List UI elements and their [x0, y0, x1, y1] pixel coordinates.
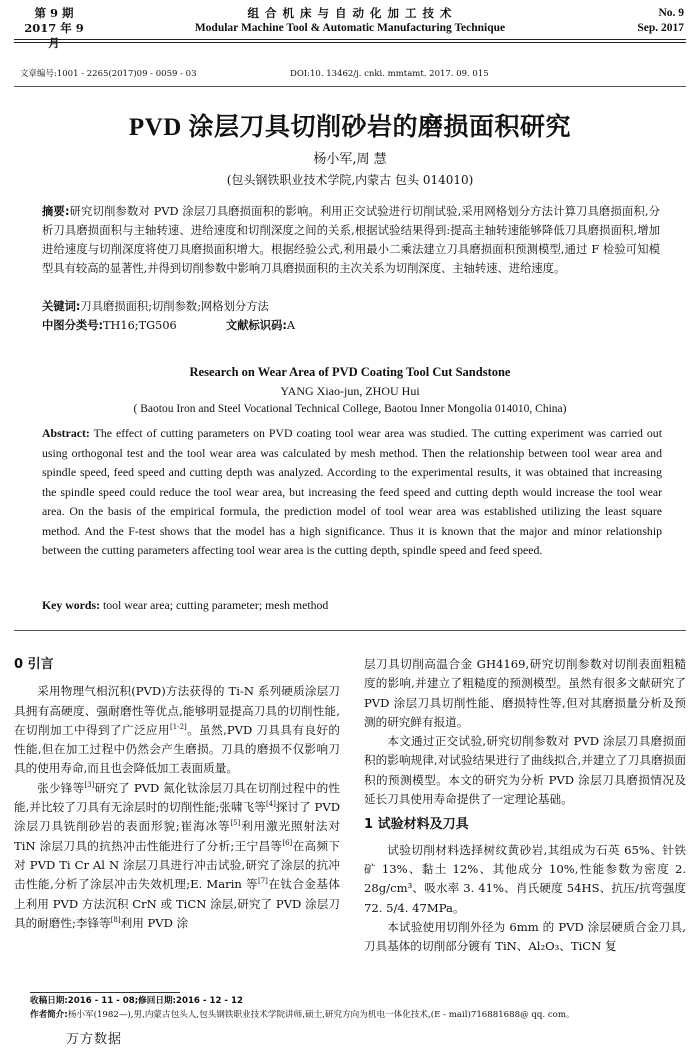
intro-text-1b: 。虽然,PVD 刀具具有良好的性能,但在加工过程中仍然会产生磨损。刀具的磨损不仅影响刀具的使用寿命,而且也会降低加工表面质量。: [14, 722, 340, 776]
abstract-en-label: Abstract:: [42, 426, 90, 440]
journal-name-block: [0, 6, 700, 36]
intro-paragraph-2: [14, 779, 340, 933]
paper-title-cn: PVD 涂层刀具切削砂岩的磨损面积研究: [128, 114, 572, 141]
citation-5: [5]: [230, 819, 241, 828]
abstract-rule: [14, 630, 686, 631]
header-rule: [14, 39, 686, 40]
abstract-en: [42, 424, 662, 561]
abstract-en-text: The effect of cutting parameters on PVD coating tool wear area was studied. The cutting experiment was carried out using orthogonal test and the tool wear area was calculated by mesh method. Then the relationship between tool wear area and spindle speed, feed speed and cutting depth was analyzed. According to the experimental results, it was obtained that increasing the spindle speed could reduce the tool wear area, but increasing the feed speed and cutting depth would increase the tool wear area. On the basis of the empirical formula, the prediction model of tool wear area was established utilizing the least square method. And the F-test shows that the model has a high significance. Thus it is known that the major and minor relationship between the cutting parameters affecting tool wear area is the cutting depth, spindle speed and feed speed.: [42, 426, 662, 557]
intro-text-2f: 在钛合金基体上利用 PVD 方法沉积 CrN 或 TiCN 涂层,研究了 PVD 涂层刀具的耐磨性;李锋等: [14, 877, 340, 930]
abstract-cn: [42, 202, 660, 278]
section-0-heading: 0 引言: [14, 657, 54, 672]
issue-number-cn: 第 9 期: [34, 6, 74, 20]
header-rule-thin: [14, 42, 686, 43]
keywords-cn-text: 刀具磨损面积;切削参数;网格划分方法: [80, 300, 269, 313]
journal-name-en: Modular Machine Tool & Automatic Manufacturing Technique: [194, 22, 506, 34]
keywords-en-text: tool wear area; cutting parameter; mesh method: [100, 598, 329, 612]
authors-en: YANG Xiao-jun, ZHOU Hui: [280, 384, 420, 398]
footnote-rule: [30, 992, 180, 993]
section-1-heading: 1 试验材料及刀具: [364, 817, 469, 833]
citation-6: [6]: [282, 838, 293, 847]
keywords-cn-label: 关键词:: [42, 300, 81, 313]
abstract-cn-label: 摘要:: [42, 205, 70, 218]
citation-1-2: [1-2]: [170, 723, 187, 732]
issue-date-cn: 2017 年 9 月: [24, 21, 84, 50]
article-number: 文章编号:1001 - 2265(2017)09 - 0059 - 03: [20, 69, 197, 79]
received-date-text: 收稿日期:2016 - 11 - 08;修回日期:2016 - 12 - 12: [30, 996, 243, 1006]
received-date: [30, 995, 680, 1008]
paper-title-en: Research on Wear Area of PVD Coating Tool Cut Sandstone: [189, 365, 511, 379]
issue-date-en: Sep. 2017: [637, 22, 684, 34]
citation-8: [8]: [110, 916, 121, 924]
classification-line: [42, 316, 660, 335]
abstract-cn-text: 研究切削参数对 PVD 涂层刀具磨损面积的影响。利用正交试验进行切削试验,采用网格划分方法计算刀具磨损面积,分析刀具磨损面积与主轴转速、进给速度和切削深度之间的关系,根据试验结果得到:提高主轴转速能够降低刀具磨损面积,增加进给速度与切削深度将使刀具磨损面积增大。根据经验公式,利用最小二乘法建立刀具磨损面积预测模型,通过 F 检验可知模型具有较高的显著性,并得到切削参数中影响刀具磨损面积的主次关系为切削深度、主轴转速、进给速度。: [42, 205, 660, 275]
intro-text-2b: 研究了 PVD 氮化钛涂层刀具在切削过程中的性能,并比较了刀具有无涂层时的切削性能;张啸飞等: [14, 780, 340, 815]
right-paragraph-3: 本试验使用切削外径为 6mm 的 PVD 涂层硬质合金刀具,刀具基体的切削部分镀有 TiN、Al₂O₃、TiCN 复: [364, 919, 686, 954]
right-column: [364, 655, 686, 956]
affiliation-cn: (包头钢铁职业技术学院,内蒙古 包头 014010): [226, 173, 474, 187]
intro-text-2d: 利用激光照射法对 TiN 涂层刀具的抗热冲击性能进行了分析;王宁昌等: [14, 819, 340, 853]
right-paragraph-0: 层刀具切削高温合金 GH4169,研究切削参数对切削表面粗糙度的影响,并建立了粗糙度的预测模型。虽然有很多文献研究了 PVD 涂层刀具切削性能、磨损特性等,但对其磨损量分析及预测的研究鲜有报道。: [364, 657, 686, 729]
doi: DOI:10. 13462/j. cnki. mmtamt. 2017. 09. 015: [290, 69, 489, 79]
keywords-cn: [42, 297, 660, 316]
intro-text-2a: 张少锋等: [37, 780, 85, 795]
citation-3: [3]: [84, 780, 95, 789]
affiliation-en: ( Baotou Iron and Steel Vocational Technical College, Baotou Inner Mongolia 014010, China): [133, 403, 567, 415]
clc-label: 中图分类号:: [42, 319, 104, 332]
left-column: [14, 655, 340, 933]
doc-code-label: 文献标识码:: [225, 319, 287, 332]
journal-name-cn: 组 合 机 床 与 自 动 化 加 工 技 术: [247, 6, 453, 20]
clc-text: TH16;TG506: [103, 319, 177, 332]
right-paragraph-1: 本文通过正交试验,研究切削参数对 PVD 涂层刀具磨损面积的影响规律,对试验结果进行了曲线拟合,并建立了刀具磨损面积的预测模型。本文的研究为分析 PVD 涂层刀具磨损情况及延长刀具使用寿命提供了一定理论基础。: [364, 734, 686, 807]
author-info: [30, 1009, 680, 1022]
doc-code: A: [286, 319, 296, 332]
intro-text-1a: 采用物理气相沉积(PVD)方法获得的 Ti-N 系列硬质涂层刀具拥有高硬度、强耐磨性等优点,能够明显提高刀具的切削性能,在切削加工中得到了广泛应用: [14, 684, 340, 737]
author-info-text: 杨小军(1982—),男,内蒙古包头人,包头钢铁职业技术学院讲师,硕士,研究方向为机电一体化技术,(E - mail)716881688@ qq. com。: [67, 1010, 575, 1020]
intro-text-2c: 探讨了 PVD 涂层刀具铣削砂岩的表面形貌;崔海冰等: [14, 800, 341, 834]
authors-cn: 杨小军,周 慧: [313, 152, 387, 167]
keywords-en-label: Key words:: [42, 598, 100, 612]
right-paragraph-2: 试验切削材料选择树纹黄砂岩,其组成为石英 65%、针铁矿 13%、黏土 12%、其他成分 10%,性能参数为密度 2. 28g/cm³、吸水率 3. 41%、肖氏硬度 54HS、抗压/抗弯强度 72. 5/4. 47MPa。: [364, 842, 686, 915]
meta-rule: [14, 86, 686, 87]
intro-paragraph-1: [14, 682, 340, 778]
keywords-en: [42, 598, 328, 613]
issue-number-en: No. 9: [658, 7, 684, 19]
intro-text-2g: 利用 PVD 涂: [120, 915, 189, 930]
intro-text-2e: 在高频下对 PVD Ti Cr Al N 涂层刀具进行冲击试验,研究了涂层的抗冲击性能,分析了涂层冲击失效机理;E. Marin 等: [14, 838, 340, 892]
citation-4: [4]: [265, 800, 276, 809]
wanfang-watermark: 万方数据: [66, 1032, 123, 1047]
citation-7: [7]: [258, 877, 268, 886]
author-info-label: 作者简介:: [30, 1010, 68, 1020]
header-issue-en: [637, 6, 684, 36]
